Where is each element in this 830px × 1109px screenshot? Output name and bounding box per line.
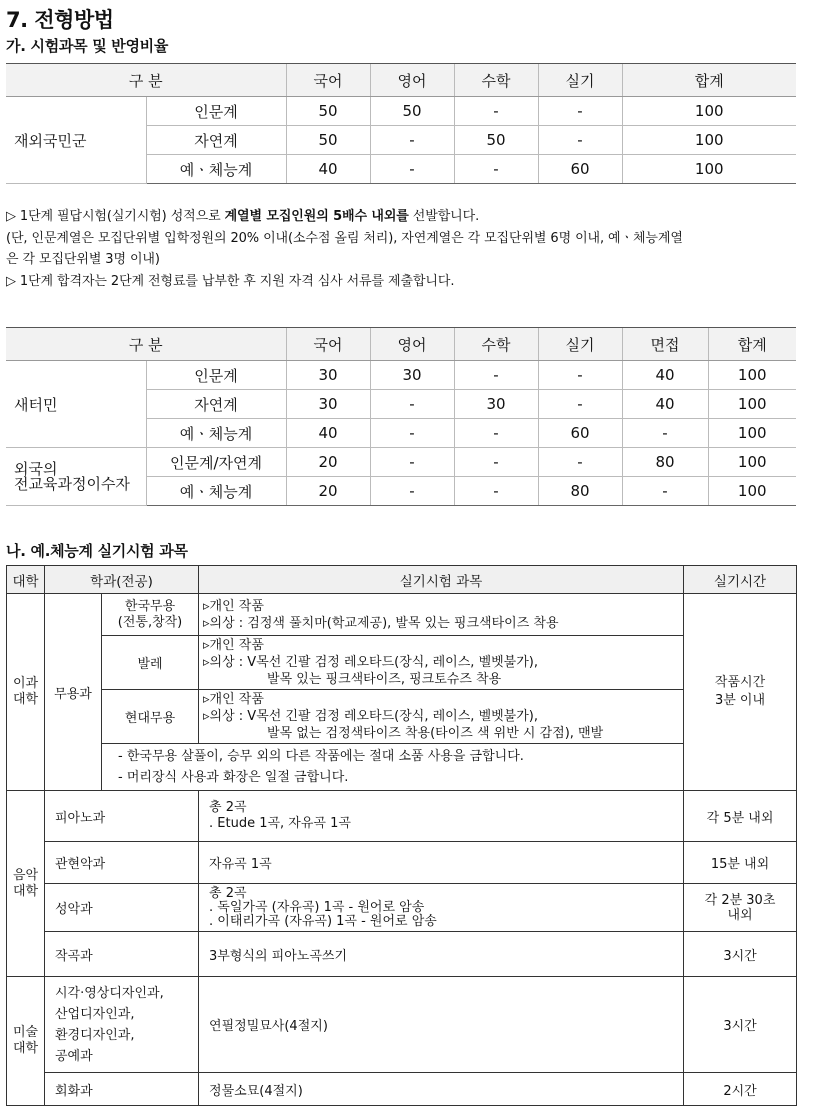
cell: 60	[538, 419, 622, 448]
exam-subject: 연필정밀묘사(4절지)	[199, 977, 684, 1073]
cell: 50	[454, 126, 538, 155]
college-label: 음악 대학	[7, 791, 45, 977]
header-english: 영어	[370, 64, 454, 97]
header-interview: 면접	[622, 328, 708, 361]
note-line: (단, 인문계열은 모집단위별 입학정원의 20% 이내(소수점 올림 처리), 자연계열은 각 모집단위별 6명 이내, 예ㆍ체능계열	[6, 230, 683, 246]
cell: -	[370, 419, 454, 448]
major-label: 현대무용	[102, 690, 199, 744]
header-exam-subject: 실기시험 과목	[199, 566, 684, 594]
cell: -	[370, 477, 454, 506]
note-line: 은 각 모집단위별 3명 이내)	[6, 252, 160, 267]
header-english: 영어	[370, 328, 454, 361]
cell: -	[538, 97, 622, 126]
section-b-heading: 나. 예.체능계 실기시험 과목	[6, 542, 188, 560]
cell: 100	[622, 126, 796, 155]
header-category: 구 분	[6, 64, 286, 97]
exam-time: 2시간	[684, 1073, 797, 1106]
table-row	[7, 977, 797, 1073]
major-label: 한국무용 (전통,창작)	[102, 594, 199, 636]
exam-time: 15분 내외	[684, 842, 797, 884]
cell: -	[538, 126, 622, 155]
cell: 80	[622, 448, 708, 477]
cell: 30	[370, 361, 454, 390]
note-line: ▷ 1단계 합격자는 2단계 전형료를 납부한 후 지원 자격 심사 서류를 제출합니다.	[6, 273, 455, 289]
table-row	[6, 97, 796, 126]
cell: -	[370, 448, 454, 477]
table-row	[6, 448, 796, 477]
page-title: 7. 전형방법	[6, 8, 114, 32]
track-label: 예ㆍ체능계	[146, 477, 286, 506]
group-label: 외국의 전교육과정이수자	[6, 448, 146, 506]
cell: -	[538, 390, 622, 419]
group-label: 새터민	[6, 361, 146, 448]
track-label: 인문계	[146, 97, 286, 126]
department-label: 작곡과	[45, 932, 199, 977]
cell: 50	[286, 97, 370, 126]
header-total: 합계	[622, 64, 796, 97]
cell: 100	[708, 477, 796, 506]
exam-time: 각 5분 내외	[684, 791, 797, 842]
cell: -	[454, 155, 538, 184]
group-label: 재외국민군	[6, 97, 146, 184]
cell: 30	[286, 361, 370, 390]
table-row	[7, 744, 797, 791]
cell: 40	[622, 390, 708, 419]
cell: -	[370, 155, 454, 184]
table-row	[7, 594, 797, 636]
college-label: 이과 대학	[7, 594, 45, 791]
header-math: 수학	[454, 328, 538, 361]
cell: -	[454, 477, 538, 506]
table-row	[7, 690, 797, 744]
cell: -	[538, 448, 622, 477]
track-label: 인문계/자연계	[146, 448, 286, 477]
header-korean: 국어	[286, 64, 370, 97]
table-header-row	[6, 64, 796, 97]
track-label: 예ㆍ체능계	[146, 155, 286, 184]
header-department: 학과(전공)	[45, 566, 199, 594]
cell: 30	[286, 390, 370, 419]
header-practical: 실기	[538, 64, 622, 97]
cell: 100	[708, 419, 796, 448]
table-header-row	[7, 566, 797, 594]
header-total: 합계	[708, 328, 796, 361]
college-label: 미술 대학	[7, 977, 45, 1106]
selection-notes	[6, 206, 806, 292]
table-row	[7, 791, 797, 842]
table-row	[6, 361, 796, 390]
exam-subject: 정물소묘(4절지)	[199, 1073, 684, 1106]
cell: -	[370, 126, 454, 155]
exam-subject: 3부형식의 피아노곡쓰기	[199, 932, 684, 977]
table-header-row	[6, 328, 796, 361]
exam-time: 각 2분 30초 내외	[684, 884, 797, 932]
exam-subject: 총 2곡 . Etude 1곡, 자유곡 1곡	[199, 791, 684, 842]
exam-time: 3시간	[684, 932, 797, 977]
header-korean: 국어	[286, 328, 370, 361]
cell: -	[454, 419, 538, 448]
table-row	[7, 636, 797, 690]
department-label: 무용과	[45, 594, 102, 791]
cell: 20	[286, 477, 370, 506]
exam-time: 3시간	[684, 977, 797, 1073]
cell: 100	[622, 97, 796, 126]
note-line: ▷ 1단계 필답시험(실기시험) 성적으로 계열별 모집인원의 5배수 내외를 선발합니다.	[6, 209, 480, 224]
table-row	[7, 1073, 797, 1106]
exam-time: 작품시간 3분 이내	[684, 594, 797, 791]
cell: 20	[286, 448, 370, 477]
practical-exam-table	[6, 565, 797, 1106]
cell: -	[622, 419, 708, 448]
cell: 80	[538, 477, 622, 506]
cell: 50	[370, 97, 454, 126]
track-label: 인문계	[146, 361, 286, 390]
department-label: 관현악과	[45, 842, 199, 884]
cell: -	[454, 97, 538, 126]
cell: -	[454, 361, 538, 390]
cell: 60	[538, 155, 622, 184]
cell: 30	[454, 390, 538, 419]
major-label: 발레	[102, 636, 199, 690]
exam-subject: ▹개인 작품 ▹의상 : 검정색 풀치마(학교제공), 발목 있는 핑크색타이즈 착용	[199, 594, 684, 636]
note-emphasis: 계열별 모집인원의 5배수 내외를	[224, 209, 409, 224]
header-category: 구 분	[6, 328, 286, 361]
track-label: 자연계	[146, 126, 286, 155]
track-label: 자연계	[146, 390, 286, 419]
cell: 100	[708, 361, 796, 390]
cell: -	[454, 448, 538, 477]
table-row	[7, 842, 797, 884]
header-math: 수학	[454, 64, 538, 97]
cell: 100	[622, 155, 796, 184]
department-label: 회화과	[45, 1073, 199, 1106]
section-a-heading: 가. 시험과목 및 반영비율	[6, 37, 169, 55]
cell: -	[538, 361, 622, 390]
cell: 40	[286, 155, 370, 184]
department-label: 피아노과	[45, 791, 199, 842]
exam-subject: 총 2곡 . 독일가곡 (자유곡) 1곡 - 원어로 암송 . 이태리가곡 (자유곡) 1곡 - 원어로 암송	[199, 884, 684, 932]
score-table-special	[6, 327, 796, 506]
header-exam-time: 실기시간	[684, 566, 797, 594]
exam-subject: ▹개인 작품 ▹의상 : V목선 긴팔 검정 레오타드(장식, 레이스, 벨벳불가), 발목 없는 검정색타이즈 착용(타이즈 색 위반 시 감점), 맨발	[199, 690, 684, 744]
track-label: 예ㆍ체능계	[146, 419, 286, 448]
table-row	[7, 884, 797, 932]
department-label: 성악과	[45, 884, 199, 932]
score-table-overseas	[6, 63, 796, 184]
cell: -	[370, 390, 454, 419]
exam-subject: 자유곡 1곡	[199, 842, 684, 884]
cell: -	[622, 477, 708, 506]
header-practical: 실기	[538, 328, 622, 361]
cell: 50	[286, 126, 370, 155]
cell: 40	[286, 419, 370, 448]
header-college: 대학	[7, 566, 45, 594]
cell: 100	[708, 448, 796, 477]
table-row	[7, 932, 797, 977]
cell: 40	[622, 361, 708, 390]
cell: 100	[708, 390, 796, 419]
department-label: 시각·영상디자인과, 산업디자인과, 환경디자인과, 공예과	[45, 977, 199, 1073]
exam-subject: ▹개인 작품 ▹의상 : V목선 긴팔 검정 레오타드(장식, 레이스, 벨벳불가), 발목 있는 핑크색타이즈, 핑크토슈즈 착용	[199, 636, 684, 690]
dance-notes: - 한국무용 살풀이, 승무 외의 다른 작품에는 절대 소품 사용을 금합니다. - 머리장식 사용과 화장은 일절 금합니다.	[102, 744, 684, 791]
